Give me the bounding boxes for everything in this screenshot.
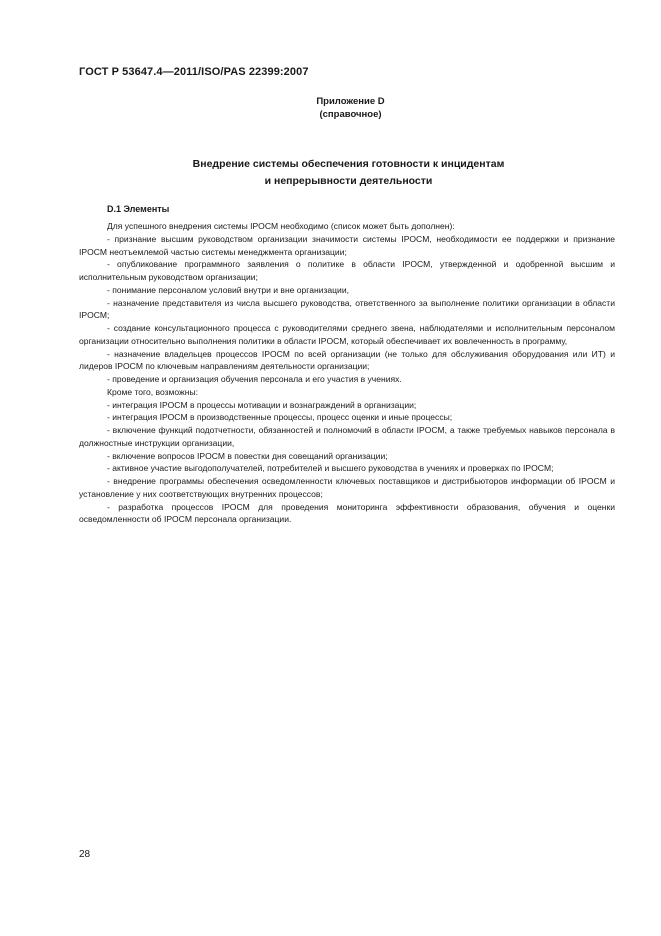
list-item: - опубликование программного заявления о политике в области IPOCM, утвержденной и одобренной высшим и исполнительным руководством организации;	[79, 259, 615, 282]
list-item: - проведение и организация обучения персонала и его участия в учениях.	[107, 374, 402, 384]
section-heading: D.1 Элементы	[107, 204, 170, 214]
list-item: - признание высшим руководством организации значимости системы IPOCM, необходимости ее поддержки и признание IPOCM неотъемлемой частью системы менеджмента организации;	[79, 233, 615, 257]
list-item: - назначение представителя из числа высшего руководства, ответственного за выполнение политики организации в области IPOCM;	[79, 297, 615, 321]
page-number: 28	[79, 849, 91, 860]
main-title-line-1: Внедрение системы обеспечения готовности к инцидентам	[192, 158, 505, 170]
appendix-title: Приложение D	[316, 96, 385, 107]
appendix-note: (справочное)	[319, 109, 382, 120]
list-item: - включение функций подотчетности, обязанностей и полномочий в области IPOCM, а также требуемых навыков персонала в должностные инструкции организации,	[79, 425, 615, 448]
list-item: - назначение владельцев процессов IPOCM по всей организации (не только для обслуживания оборудования или ИТ) и лидеров IPOCM по ключевым направлениям деятельности организации;	[79, 348, 615, 372]
main-title	[0, 156, 661, 190]
list-item: - активное участие выгодополучателей, потребителей и высшего руководства в учениях и проверках по IPOCM;	[107, 463, 554, 474]
list-item: - включение вопросов IPOCM в повестки дня совещаний организации;	[107, 450, 388, 461]
list-item: - понимание персоналом условий внутри и вне организации,	[107, 284, 349, 295]
list-item: - разработка процессов IPOCM для проведения мониторинга эффективности образования, обучения и оценки осведомленности об IPOCM персонала организации.	[79, 501, 615, 525]
standard-designation: ГОСТ Р 53647.4—2011/ISO/PAS 22399:2007	[79, 66, 309, 78]
list-item: - внедрение программы обеспечения осведомленности ключевых поставщиков и дистрибьюторов информации об IPOCM и установление у них соответствующих внутренних процессов;	[79, 476, 615, 499]
main-title-line-2: и непрерывности деятельности	[264, 175, 433, 187]
paragraph: Кроме того, возможны:	[107, 386, 199, 397]
list-item: - создание консультационного процесса с руководителями среднего звена, наблюдателями и исполнительным персоналом организации относительно выполнения политики в области IPOCM, который обеспечивает их вовлеченность в программу,	[79, 323, 615, 346]
list-item: - интеграция IPOCM в процессы мотивации и вознаграждений в организации;	[107, 399, 417, 410]
list-item: - интеграция IPOCM в производственные процессы, процесс оценки и иные процессы;	[107, 412, 453, 423]
paragraph: Для успешного внедрения системы IPOCM необходимо (список может быть дополнен):	[107, 221, 455, 231]
body-text	[79, 220, 615, 526]
